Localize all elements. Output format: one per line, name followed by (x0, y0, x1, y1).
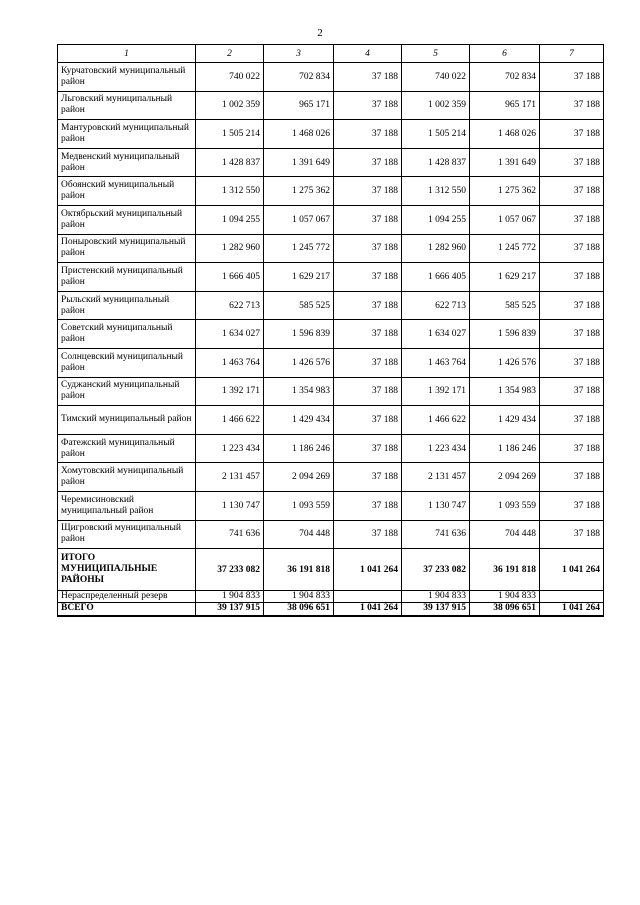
value-cell: 1 426 576 (470, 348, 540, 377)
value-cell: 38 096 651 (470, 603, 540, 616)
value-cell: 1 466 622 (196, 406, 264, 435)
value-cell: 1 057 067 (264, 205, 334, 234)
value-cell: 1 002 359 (402, 91, 470, 120)
value-cell: 1 629 217 (264, 263, 334, 292)
table-row (58, 91, 604, 120)
value-cell (540, 591, 604, 603)
table-row (58, 120, 604, 149)
table-row (58, 234, 604, 263)
value-cell: 702 834 (264, 63, 334, 92)
value-cell: 1 245 772 (264, 234, 334, 263)
value-cell: 36 191 818 (470, 549, 540, 591)
value-cell: 1 463 764 (402, 348, 470, 377)
value-cell: 740 022 (402, 63, 470, 92)
value-cell: 965 171 (470, 91, 540, 120)
value-cell: 37 188 (540, 520, 604, 549)
column-number: 1 (58, 45, 196, 63)
table-row (58, 291, 604, 320)
row-label: Обоянский муниципальный район (58, 177, 196, 206)
value-cell: 37 188 (334, 63, 402, 92)
value-cell: 622 713 (196, 291, 264, 320)
row-label: Черемисиновский муниципальный район (58, 491, 196, 520)
value-cell: 2 094 269 (264, 463, 334, 492)
value-cell: 1 041 264 (540, 603, 604, 616)
value-cell: 1 666 405 (402, 263, 470, 292)
value-cell: 1 634 027 (402, 320, 470, 349)
value-cell: 2 131 457 (402, 463, 470, 492)
value-cell: 37 188 (540, 148, 604, 177)
grand-total-row (58, 603, 604, 616)
value-cell: 37 188 (334, 205, 402, 234)
row-label: Курчатовский муниципальный район (58, 63, 196, 92)
value-cell: 37 188 (540, 177, 604, 206)
value-cell: 622 713 (402, 291, 470, 320)
value-cell: 741 636 (196, 520, 264, 549)
value-cell: 1 666 405 (196, 263, 264, 292)
value-cell: 37 188 (334, 491, 402, 520)
value-cell: 1 904 833 (470, 591, 540, 603)
value-cell: 1 282 960 (196, 234, 264, 263)
value-cell: 37 188 (540, 320, 604, 349)
value-cell: 1 312 550 (402, 177, 470, 206)
value-cell: 1 468 026 (264, 120, 334, 149)
value-cell: 1 391 649 (264, 148, 334, 177)
value-cell: 37 188 (334, 234, 402, 263)
row-label: Нераспределенный резерв (58, 591, 196, 603)
value-cell: 37 188 (334, 463, 402, 492)
value-cell: 1 354 983 (470, 377, 540, 406)
table-row (58, 520, 604, 549)
value-cell: 1 094 255 (402, 205, 470, 234)
table-row (58, 320, 604, 349)
value-cell: 37 233 082 (402, 549, 470, 591)
value-cell: 37 188 (334, 263, 402, 292)
column-number: 5 (402, 45, 470, 63)
value-cell: 702 834 (470, 63, 540, 92)
value-cell: 37 188 (540, 205, 604, 234)
value-cell: 37 188 (540, 463, 604, 492)
value-cell: 39 137 915 (196, 603, 264, 616)
row-label: Тимский муниципальный район (58, 406, 196, 435)
value-cell: 1 093 559 (264, 491, 334, 520)
value-cell: 1 275 362 (470, 177, 540, 206)
value-cell: 39 137 915 (402, 603, 470, 616)
column-number: 4 (334, 45, 402, 63)
budget-table (57, 44, 604, 617)
value-cell: 37 188 (334, 520, 402, 549)
row-label: Медвенский муниципальный район (58, 148, 196, 177)
value-cell: 1 428 837 (196, 148, 264, 177)
table-row (58, 63, 604, 92)
table-row (58, 377, 604, 406)
row-label: ВСЕГО (58, 603, 196, 616)
row-label: Солнцевский муниципальный район (58, 348, 196, 377)
value-cell: 1 186 246 (470, 434, 540, 463)
value-cell: 740 022 (196, 63, 264, 92)
value-cell: 1 041 264 (334, 549, 402, 591)
table-row (58, 263, 604, 292)
column-number-row (58, 45, 604, 63)
table-row (58, 406, 604, 435)
reserve-row (58, 591, 604, 603)
value-cell: 1 223 434 (402, 434, 470, 463)
row-label: Пристенский муниципальный район (58, 263, 196, 292)
table-row (58, 177, 604, 206)
value-cell: 1 186 246 (264, 434, 334, 463)
value-cell: 1 002 359 (196, 91, 264, 120)
value-cell: 1 041 264 (334, 603, 402, 616)
value-cell: 1 093 559 (470, 491, 540, 520)
value-cell: 1 392 171 (402, 377, 470, 406)
table-row (58, 463, 604, 492)
value-cell: 1 596 839 (264, 320, 334, 349)
value-cell: 37 188 (540, 63, 604, 92)
row-label: Щигровский муниципальный район (58, 520, 196, 549)
value-cell: 37 188 (540, 491, 604, 520)
value-cell: 1 312 550 (196, 177, 264, 206)
value-cell: 38 096 651 (264, 603, 334, 616)
row-label: ИТОГО МУНИЦИПАЛЬНЫЕ РАЙОНЫ (58, 549, 196, 591)
value-cell: 1 429 434 (470, 406, 540, 435)
value-cell: 37 188 (540, 348, 604, 377)
table-body (58, 63, 604, 616)
row-label: Льговский муниципальный район (58, 91, 196, 120)
row-label: Суджанский муниципальный район (58, 377, 196, 406)
value-cell: 1 904 833 (402, 591, 470, 603)
value-cell: 37 188 (334, 434, 402, 463)
value-cell: 585 525 (470, 291, 540, 320)
row-label: Поныровский муниципальный район (58, 234, 196, 263)
value-cell: 37 188 (540, 263, 604, 292)
value-cell: 2 131 457 (196, 463, 264, 492)
column-number: 2 (196, 45, 264, 63)
value-cell: 1 596 839 (470, 320, 540, 349)
value-cell: 741 636 (402, 520, 470, 549)
value-cell: 1 428 837 (402, 148, 470, 177)
value-cell: 1 130 747 (402, 491, 470, 520)
column-number: 6 (470, 45, 540, 63)
value-cell: 1 275 362 (264, 177, 334, 206)
row-label: Фатежский муниципальный район (58, 434, 196, 463)
value-cell: 37 188 (540, 291, 604, 320)
value-cell: 1 392 171 (196, 377, 264, 406)
value-cell: 704 448 (264, 520, 334, 549)
value-cell: 37 188 (334, 377, 402, 406)
table-row (58, 148, 604, 177)
value-cell: 1 904 833 (196, 591, 264, 603)
value-cell: 1 629 217 (470, 263, 540, 292)
value-cell: 1 505 214 (402, 120, 470, 149)
table-row (58, 491, 604, 520)
value-cell: 37 188 (334, 148, 402, 177)
row-label: Советский муниципальный район (58, 320, 196, 349)
value-cell: 1 391 649 (470, 148, 540, 177)
table-row (58, 205, 604, 234)
value-cell: 965 171 (264, 91, 334, 120)
value-cell: 1 466 622 (402, 406, 470, 435)
value-cell: 585 525 (264, 291, 334, 320)
row-label: Хомутовский муниципальный район (58, 463, 196, 492)
total-municipal-row (58, 549, 604, 591)
value-cell: 36 191 818 (264, 549, 334, 591)
value-cell: 1 130 747 (196, 491, 264, 520)
value-cell: 1 505 214 (196, 120, 264, 149)
table-row (58, 348, 604, 377)
row-label: Рыльский муниципальный район (58, 291, 196, 320)
value-cell: 37 188 (540, 434, 604, 463)
value-cell: 37 188 (334, 91, 402, 120)
value-cell: 1 426 576 (264, 348, 334, 377)
value-cell: 1 057 067 (470, 205, 540, 234)
value-cell: 1 223 434 (196, 434, 264, 463)
value-cell: 1 904 833 (264, 591, 334, 603)
value-cell: 37 188 (334, 120, 402, 149)
value-cell: 37 188 (540, 377, 604, 406)
value-cell: 37 188 (540, 406, 604, 435)
value-cell: 1 429 434 (264, 406, 334, 435)
value-cell: 1 354 983 (264, 377, 334, 406)
value-cell: 1 634 027 (196, 320, 264, 349)
value-cell: 37 188 (334, 348, 402, 377)
value-cell: 1 245 772 (470, 234, 540, 263)
row-label: Мантуровский муниципальный район (58, 120, 196, 149)
column-number: 3 (264, 45, 334, 63)
value-cell: 2 094 269 (470, 463, 540, 492)
value-cell: 37 188 (334, 406, 402, 435)
value-cell: 37 188 (540, 234, 604, 263)
value-cell (334, 591, 402, 603)
value-cell: 37 188 (540, 91, 604, 120)
value-cell: 37 188 (334, 177, 402, 206)
row-label: Октябрьский муниципальный район (58, 205, 196, 234)
value-cell: 1 041 264 (540, 549, 604, 591)
column-number: 7 (540, 45, 604, 63)
value-cell: 1 094 255 (196, 205, 264, 234)
value-cell: 37 233 082 (196, 549, 264, 591)
value-cell: 37 188 (540, 120, 604, 149)
value-cell: 37 188 (334, 320, 402, 349)
value-cell: 704 448 (470, 520, 540, 549)
value-cell: 1 468 026 (470, 120, 540, 149)
table-row (58, 434, 604, 463)
value-cell: 1 463 764 (196, 348, 264, 377)
page-number: 2 (317, 27, 323, 39)
value-cell: 37 188 (334, 291, 402, 320)
value-cell: 1 282 960 (402, 234, 470, 263)
